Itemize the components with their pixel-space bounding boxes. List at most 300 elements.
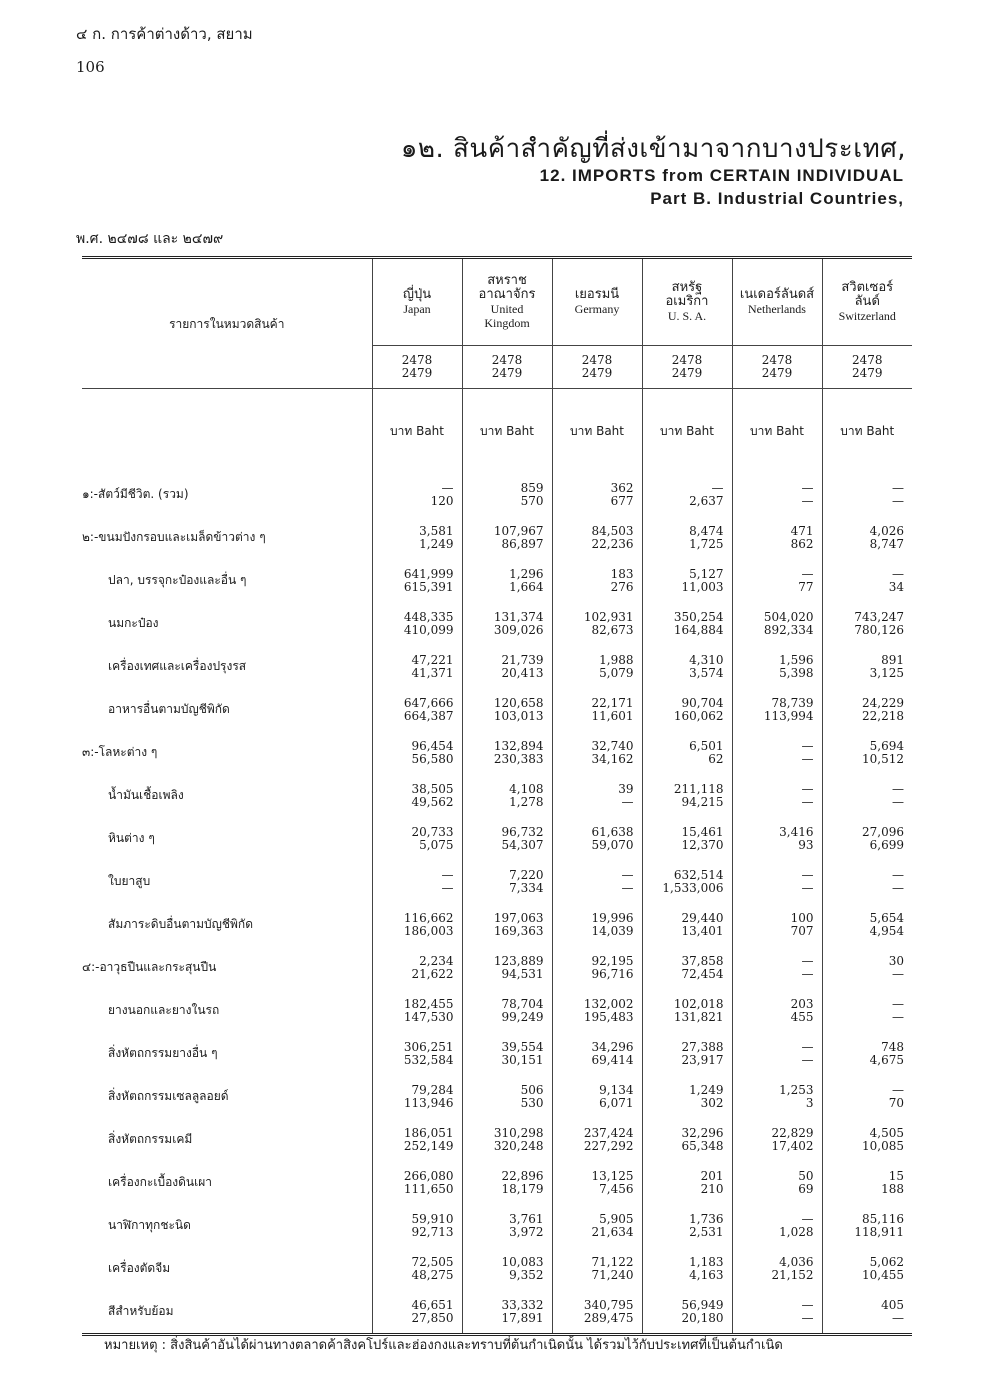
value-2478: 96,454 xyxy=(411,738,454,753)
value-cell xyxy=(462,903,552,946)
value-cell xyxy=(732,774,822,817)
value-2479: 3 xyxy=(805,1095,814,1110)
value-2479: 164,884 xyxy=(673,622,724,637)
value-2478: 132,894 xyxy=(493,738,544,753)
value-2478: 647,666 xyxy=(403,695,454,710)
value-2479: 71,240 xyxy=(591,1267,634,1282)
value-2478: 506 xyxy=(520,1082,544,1097)
value-2479: 1,664 xyxy=(509,579,544,594)
value-2479: 677 xyxy=(610,493,634,508)
value-2479: 252,149 xyxy=(403,1138,454,1153)
value-cell xyxy=(372,1032,462,1075)
value-2478: 100 xyxy=(790,910,814,925)
value-2479: 615,391 xyxy=(403,579,454,594)
value-2478: 71,122 xyxy=(591,1254,634,1269)
value-2478: 32,740 xyxy=(591,738,634,753)
col-header-usa: สหรัฐ อเมริกา U. S. A. xyxy=(642,258,732,346)
row-label: หินต่าง ๆ xyxy=(108,831,155,845)
value-cell xyxy=(372,1161,462,1204)
value-2479: 99,249 xyxy=(501,1009,544,1024)
value-2479: 1,028 xyxy=(779,1224,814,1239)
value-2478: 10,083 xyxy=(501,1254,544,1269)
value-cell xyxy=(642,1118,732,1161)
value-2479: 6,071 xyxy=(599,1095,634,1110)
value-2479: 530 xyxy=(520,1095,544,1110)
value-cell xyxy=(732,473,822,516)
value-2479: 113,946 xyxy=(403,1095,454,1110)
row-label: สีสำหรับย้อม xyxy=(108,1304,174,1318)
value-cell xyxy=(822,774,912,817)
value-2478: — xyxy=(801,1211,814,1226)
value-2479: 23,917 xyxy=(681,1052,724,1067)
value-cell xyxy=(822,516,912,559)
value-2478: 24,229 xyxy=(862,695,904,710)
value-2479: 20,413 xyxy=(501,665,544,680)
row-label: ยางนอกและยางในรถ xyxy=(108,1003,220,1017)
value-2478: 211,118 xyxy=(673,781,724,796)
row-label: สิ่งหัตถกรรมเคมี xyxy=(108,1132,193,1146)
value-cell xyxy=(552,817,642,860)
value-2479: 82,673 xyxy=(591,622,634,637)
value-2478: 39,554 xyxy=(501,1039,544,1054)
value-2479: — xyxy=(801,1052,814,1067)
value-cell xyxy=(552,1247,642,1290)
value-2479: — xyxy=(892,1009,904,1024)
value-cell xyxy=(462,946,552,989)
years-netherlands: 2478 2479 xyxy=(732,346,822,389)
value-2478: 1,596 xyxy=(779,652,814,667)
value-cell xyxy=(372,1247,462,1290)
value-2478: 85,116 xyxy=(862,1211,904,1226)
value-cell xyxy=(372,645,462,688)
value-2479: 27,850 xyxy=(411,1310,454,1325)
value-2479: 6,699 xyxy=(869,837,904,852)
table-row xyxy=(82,1032,912,1075)
value-2479: 77 xyxy=(798,579,814,594)
value-2478: 471 xyxy=(790,523,814,538)
value-cell xyxy=(552,989,642,1032)
value-2479: 18,179 xyxy=(501,1181,544,1196)
value-2478: 15,461 xyxy=(681,824,724,839)
col-header-uk: สหราช อาณาจักร United Kingdom xyxy=(462,258,552,346)
value-2479: 186,003 xyxy=(403,923,454,938)
table-row xyxy=(82,1118,912,1161)
value-cell xyxy=(822,473,912,516)
value-cell xyxy=(732,1032,822,1075)
value-2478: 78,704 xyxy=(501,996,544,1011)
unit-uk: บาท Baht xyxy=(462,389,552,474)
value-2479: — xyxy=(892,880,904,895)
value-2478: 5,694 xyxy=(869,738,904,753)
value-cell xyxy=(462,817,552,860)
value-cell xyxy=(822,1075,912,1118)
value-2479: 86,897 xyxy=(501,536,544,551)
value-2479: — xyxy=(621,880,634,895)
value-2478: 310,298 xyxy=(493,1125,544,1140)
value-2478: 107,967 xyxy=(493,523,544,538)
value-2478: 183 xyxy=(610,566,634,581)
value-2479: 892,334 xyxy=(763,622,814,637)
table-row xyxy=(82,688,912,731)
value-2478: — xyxy=(892,867,904,882)
value-2478: — xyxy=(801,867,814,882)
value-2478: 6,501 xyxy=(689,738,724,753)
page-number: 106 xyxy=(76,58,105,76)
value-cell xyxy=(642,860,732,903)
row-label: ๔:-อาวุธปืนและกระสุนปืน xyxy=(82,960,217,974)
value-2478: 92,195 xyxy=(591,953,634,968)
value-2479: 3,125 xyxy=(869,665,904,680)
table-row xyxy=(82,817,912,860)
value-2478: 3,416 xyxy=(779,824,814,839)
value-cell xyxy=(372,473,462,516)
value-cell xyxy=(552,645,642,688)
value-2478: 1,736 xyxy=(689,1211,724,1226)
value-2478: 3,581 xyxy=(419,523,454,538)
value-cell xyxy=(462,516,552,559)
value-cell xyxy=(642,688,732,731)
value-2479: 276 xyxy=(610,579,634,594)
value-2479: 10,085 xyxy=(862,1138,904,1153)
value-2478: — xyxy=(441,480,454,495)
years-switzerland: 2478 2479 xyxy=(822,346,912,389)
value-2478: 32,296 xyxy=(681,1125,724,1140)
table-row xyxy=(82,946,912,989)
value-2478: 504,020 xyxy=(763,609,814,624)
value-2478: — xyxy=(801,566,814,581)
value-2478: 56,949 xyxy=(681,1297,724,1312)
value-2479: 11,601 xyxy=(591,708,634,723)
value-cell xyxy=(732,903,822,946)
value-cell xyxy=(642,989,732,1032)
value-2478: 29,440 xyxy=(681,910,724,925)
table-row xyxy=(82,1290,912,1335)
value-cell xyxy=(372,688,462,731)
value-2479: 570 xyxy=(520,493,544,508)
value-2479: 320,248 xyxy=(493,1138,544,1153)
value-2479: 5,075 xyxy=(419,837,454,852)
value-2479: 49,562 xyxy=(411,794,454,809)
value-2478: — xyxy=(892,480,904,495)
value-cell xyxy=(462,1075,552,1118)
value-2478: 22,829 xyxy=(771,1125,814,1140)
value-2479: 14,039 xyxy=(591,923,634,938)
value-cell xyxy=(822,989,912,1032)
value-2478: 9,134 xyxy=(599,1082,634,1097)
value-cell xyxy=(732,731,822,774)
value-2479: 118,911 xyxy=(854,1224,904,1239)
value-cell xyxy=(642,1247,732,1290)
value-2479: 13,401 xyxy=(681,923,724,938)
value-cell xyxy=(822,645,912,688)
value-2479: 169,363 xyxy=(493,923,544,938)
table-row xyxy=(82,860,912,903)
value-cell xyxy=(732,645,822,688)
value-2478: 72,505 xyxy=(411,1254,454,1269)
value-cell xyxy=(642,817,732,860)
value-2479: 48,275 xyxy=(411,1267,454,1282)
value-2479: — xyxy=(621,794,634,809)
value-2479: 70 xyxy=(888,1095,904,1110)
value-cell xyxy=(642,1161,732,1204)
value-2479: 94,531 xyxy=(501,966,544,981)
value-cell xyxy=(732,1118,822,1161)
value-2479: 664,387 xyxy=(403,708,454,723)
value-2478: — xyxy=(892,781,904,796)
value-2478: 79,284 xyxy=(411,1082,454,1097)
value-2478: 102,931 xyxy=(583,609,634,624)
years-usa: 2478 2479 xyxy=(642,346,732,389)
years-japan: 2478 2479 xyxy=(372,346,462,389)
table-row xyxy=(82,1247,912,1290)
value-cell xyxy=(732,1204,822,1247)
value-2478: — xyxy=(892,996,904,1011)
value-cell xyxy=(552,860,642,903)
value-cell xyxy=(822,731,912,774)
value-2478: 33,332 xyxy=(501,1297,544,1312)
value-2478: — xyxy=(801,1297,814,1312)
value-2479: — xyxy=(801,493,814,508)
title-thai: ๑๒. สินค้าสำคัญที่ส่งเข้ามาจากบางประเทศ, xyxy=(400,134,906,164)
value-cell xyxy=(732,817,822,860)
value-cell xyxy=(642,516,732,559)
row-label: เครื่องตัดจีม xyxy=(108,1261,171,1275)
value-2478: — xyxy=(892,566,904,581)
value-2478: 5,654 xyxy=(869,910,904,925)
value-2478: — xyxy=(801,738,814,753)
value-cell xyxy=(372,516,462,559)
value-2479: 195,483 xyxy=(583,1009,634,1024)
row-label: สัมภาระดิบอื่นตามบัญชีพิกัด xyxy=(108,917,253,931)
value-2479: 120 xyxy=(430,493,454,508)
value-cell xyxy=(552,946,642,989)
table-row xyxy=(82,559,912,602)
value-cell xyxy=(552,1075,642,1118)
value-2478: 350,254 xyxy=(673,609,724,624)
value-cell xyxy=(822,1032,912,1075)
value-2479: 21,622 xyxy=(411,966,454,981)
value-2479: 17,402 xyxy=(771,1138,814,1153)
value-2479: 160,062 xyxy=(673,708,724,723)
value-2479: 4,675 xyxy=(869,1052,904,1067)
value-2479: 72,454 xyxy=(681,966,724,981)
value-2478: 61,638 xyxy=(591,824,634,839)
title-en-line2: Part B. Industrial Countries, xyxy=(650,189,904,208)
value-cell xyxy=(462,1204,552,1247)
value-2478: — xyxy=(801,480,814,495)
value-2479: — xyxy=(801,794,814,809)
value-cell xyxy=(552,1032,642,1075)
value-2479: 2,637 xyxy=(689,493,724,508)
value-2479: 707 xyxy=(790,923,814,938)
value-2478: 405 xyxy=(881,1297,904,1312)
table-row xyxy=(82,774,912,817)
value-2478: 3,761 xyxy=(509,1211,544,1226)
value-2478: 5,062 xyxy=(869,1254,904,1269)
value-2479: 96,716 xyxy=(591,966,634,981)
value-2479: 147,530 xyxy=(403,1009,454,1024)
value-2479: — xyxy=(892,966,904,981)
value-cell xyxy=(822,688,912,731)
value-2479: 22,236 xyxy=(591,536,634,551)
row-label: นาฬิกาทุกชะนิด xyxy=(108,1218,191,1232)
value-2478: 340,795 xyxy=(583,1297,634,1312)
imports-table xyxy=(82,256,912,1336)
value-2479: 103,013 xyxy=(493,708,544,723)
value-2478: 22,896 xyxy=(501,1168,544,1183)
value-2478: 5,127 xyxy=(689,566,724,581)
row-label: น้ำมันเชื้อเพลิง xyxy=(108,788,184,802)
value-2479: — xyxy=(801,966,814,981)
value-2479: 17,891 xyxy=(501,1310,544,1325)
col-header-netherlands: เนเดอร์ลันดส์ Netherlands xyxy=(732,258,822,346)
unit-japan: บาท Baht xyxy=(372,389,462,474)
value-cell xyxy=(462,559,552,602)
value-2479: 20,180 xyxy=(681,1310,724,1325)
value-cell xyxy=(372,1204,462,1247)
value-2478: 632,514 xyxy=(673,867,724,882)
value-cell xyxy=(552,1204,642,1247)
value-cell xyxy=(642,1032,732,1075)
value-cell xyxy=(732,989,822,1032)
value-cell xyxy=(552,1161,642,1204)
value-cell xyxy=(372,817,462,860)
value-cell xyxy=(642,946,732,989)
value-cell xyxy=(642,731,732,774)
value-cell xyxy=(372,1075,462,1118)
value-2478: — xyxy=(621,867,634,882)
value-cell xyxy=(552,1118,642,1161)
value-cell xyxy=(462,602,552,645)
table-row xyxy=(82,645,912,688)
value-2478: 4,505 xyxy=(869,1125,904,1140)
value-cell xyxy=(822,903,912,946)
row-label: นมกะป๋อง xyxy=(108,616,159,630)
value-cell xyxy=(642,1204,732,1247)
row-label: อาหารอื่นตามบัญชีพิกัด xyxy=(108,702,230,716)
value-cell xyxy=(372,602,462,645)
running-head: ๔ ก. การค้าต่างด้าว, สยาม xyxy=(76,25,253,43)
col-header-germany: เยอรมนี Germany xyxy=(552,258,642,346)
value-2479: 780,126 xyxy=(854,622,904,637)
value-cell xyxy=(732,860,822,903)
value-cell xyxy=(732,1161,822,1204)
table-row xyxy=(82,903,912,946)
value-cell xyxy=(372,731,462,774)
value-2478: 4,036 xyxy=(779,1254,814,1269)
value-2478: 120,658 xyxy=(493,695,544,710)
value-2478: 201 xyxy=(700,1168,724,1183)
value-2478: 102,018 xyxy=(673,996,724,1011)
value-cell xyxy=(372,559,462,602)
value-2479: 9,352 xyxy=(509,1267,544,1282)
value-2478: 50 xyxy=(798,1168,814,1183)
row-label: สิ่งหัตถกรรมเซลลูลอยด์ xyxy=(108,1089,229,1103)
value-cell xyxy=(552,774,642,817)
value-2479: — xyxy=(892,493,904,508)
value-cell xyxy=(822,946,912,989)
value-cell xyxy=(642,559,732,602)
value-2478: — xyxy=(441,867,454,882)
value-2479: 227,292 xyxy=(583,1138,634,1153)
table-row xyxy=(82,473,912,516)
value-2479: 532,584 xyxy=(403,1052,454,1067)
unit-germany: บาท Baht xyxy=(552,389,642,474)
value-2478: 37,858 xyxy=(681,953,724,968)
value-2479: 230,383 xyxy=(493,751,544,766)
value-2478: — xyxy=(711,480,724,495)
value-2479: 62 xyxy=(708,751,724,766)
row-label: ๒:-ขนมปังกรอบและเมล็ดข้าวต่าง ๆ xyxy=(82,530,266,544)
value-2479: — xyxy=(801,751,814,766)
value-2479: 3,574 xyxy=(689,665,724,680)
value-2478: 1,183 xyxy=(689,1254,724,1269)
value-2479: 92,713 xyxy=(411,1224,454,1239)
value-2479: 30,151 xyxy=(501,1052,544,1067)
value-cell xyxy=(822,559,912,602)
value-2478: 8,474 xyxy=(689,523,724,538)
value-cell xyxy=(822,1161,912,1204)
value-2478: — xyxy=(892,1082,904,1097)
value-2479: 1,278 xyxy=(509,794,544,809)
value-2478: 15 xyxy=(888,1168,904,1183)
value-cell xyxy=(372,903,462,946)
value-2479: 210 xyxy=(700,1181,724,1196)
value-2478: 38,505 xyxy=(411,781,454,796)
value-2478: 4,108 xyxy=(509,781,544,796)
value-cell xyxy=(552,516,642,559)
value-2479: 93 xyxy=(798,837,814,852)
value-2479: 7,456 xyxy=(599,1181,634,1196)
value-cell xyxy=(732,1075,822,1118)
footnote: หมายเหตุ : สิ่งสินค้าอันได้ผ่านทางตลาดค้าสิงคโปร์และฮ่องกงและทราบที่ต้นกำเนิดนั้น ได้รวมไว้กับประเทศที่เป็นต้นกำเนิด xyxy=(104,1338,783,1353)
value-cell xyxy=(372,774,462,817)
table-row xyxy=(82,1161,912,1204)
value-2479: 65,348 xyxy=(681,1138,724,1153)
value-cell xyxy=(462,473,552,516)
value-2479: 21,634 xyxy=(591,1224,634,1239)
value-2479: 11,003 xyxy=(681,579,724,594)
value-cell xyxy=(462,774,552,817)
value-2479: — xyxy=(801,1310,814,1325)
value-cell xyxy=(552,602,642,645)
value-cell xyxy=(372,1290,462,1335)
unit-netherlands: บาท Baht xyxy=(732,389,822,474)
value-2479: 34 xyxy=(888,579,904,594)
value-2479: 111,650 xyxy=(403,1181,454,1196)
value-2479: 10,455 xyxy=(862,1267,904,1282)
table-row xyxy=(82,516,912,559)
value-2478: 197,063 xyxy=(493,910,544,925)
value-cell xyxy=(462,731,552,774)
title-en-line1: 12. IMPORTS from CERTAIN INDIVIDUAL xyxy=(539,166,904,185)
value-2478: — xyxy=(801,953,814,968)
value-cell xyxy=(822,1247,912,1290)
value-cell xyxy=(732,688,822,731)
row-label: สิ่งหัตถกรรมยางอื่น ๆ xyxy=(108,1046,218,1060)
value-2478: 1,296 xyxy=(509,566,544,581)
value-2479: 8,747 xyxy=(869,536,904,551)
value-2479: 1,249 xyxy=(419,536,454,551)
value-cell xyxy=(732,516,822,559)
row-label: ปลา, บรรจุกะป๋องและอื่น ๆ xyxy=(108,573,247,587)
value-2478: 237,424 xyxy=(583,1125,634,1140)
value-cell xyxy=(552,473,642,516)
value-2478: 78,739 xyxy=(771,695,814,710)
value-2478: 59,910 xyxy=(411,1211,454,1226)
value-2479: 309,026 xyxy=(493,622,544,637)
value-2478: 84,503 xyxy=(591,523,634,538)
